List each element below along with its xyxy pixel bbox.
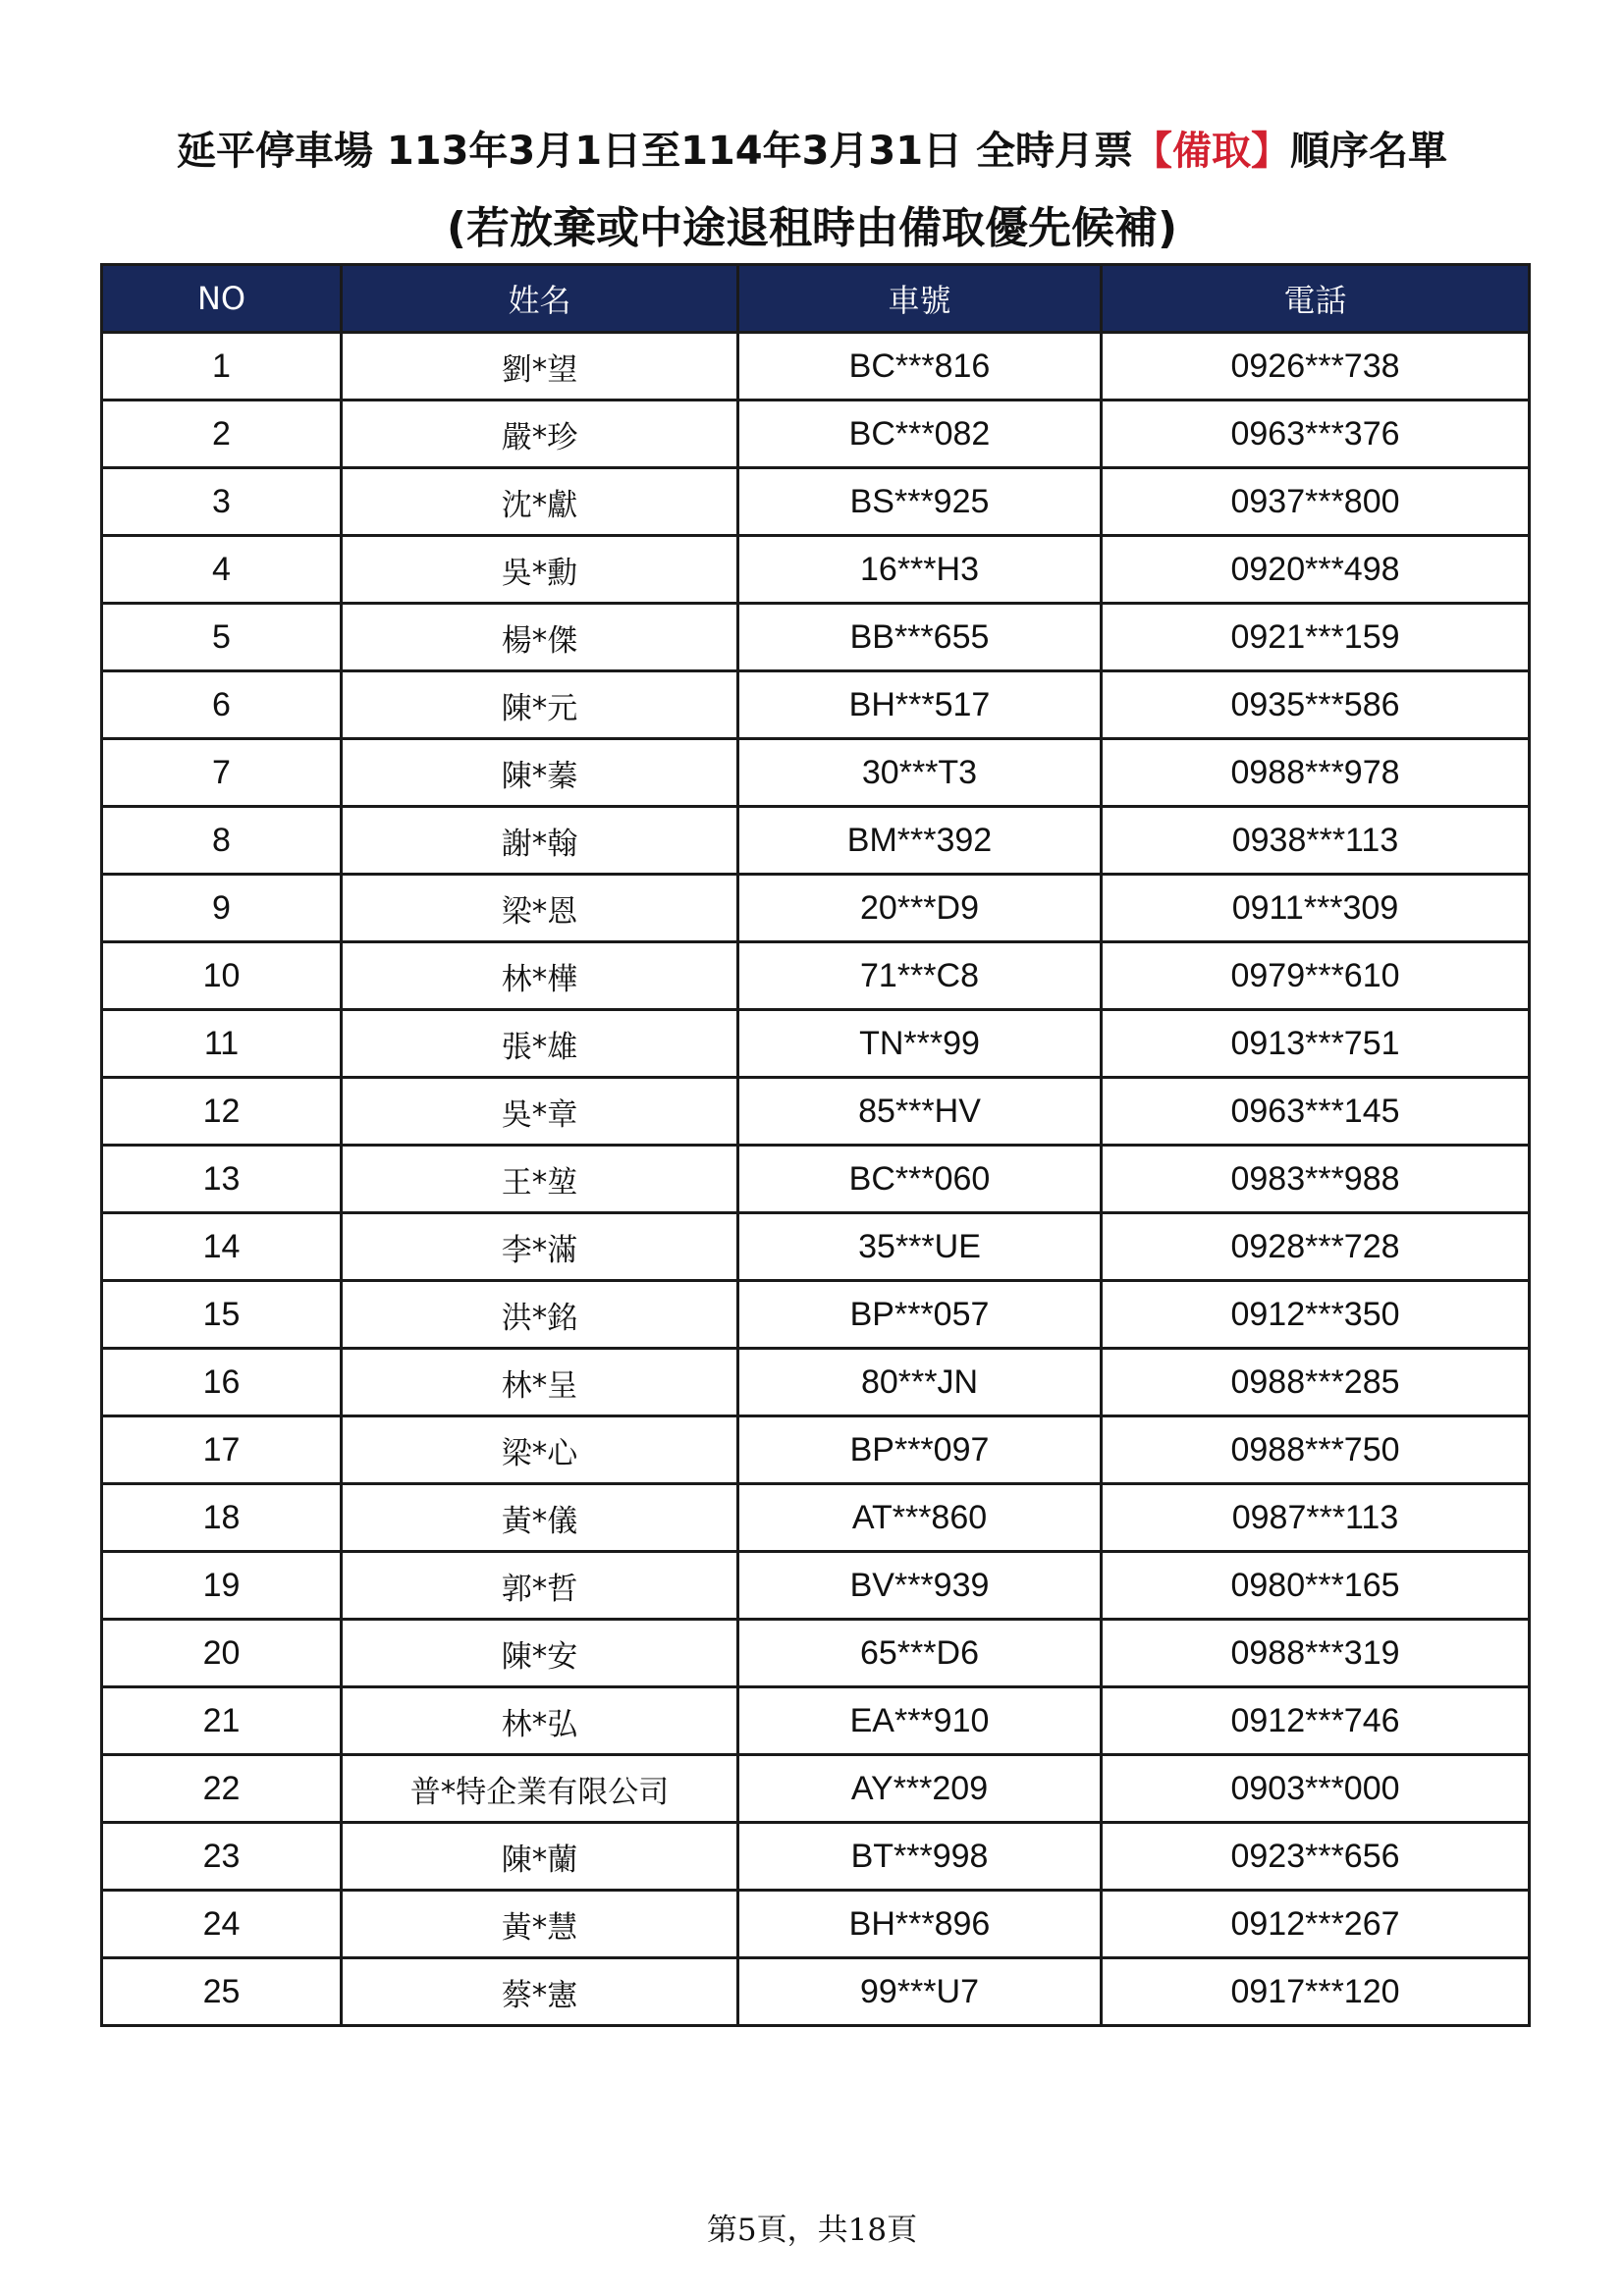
header-plate: 車號	[738, 265, 1102, 333]
row-no: 10	[102, 942, 342, 1010]
row-plate: AY***209	[738, 1755, 1102, 1823]
row-no: 21	[102, 1687, 342, 1755]
row-no: 23	[102, 1823, 342, 1891]
row-phone: 0903***000	[1102, 1755, 1530, 1823]
row-no: 19	[102, 1552, 342, 1620]
header-no: NO	[102, 265, 342, 333]
header-name: 姓名	[342, 265, 738, 333]
row-plate: BC***816	[738, 333, 1102, 400]
row-phone: 0923***656	[1102, 1823, 1530, 1891]
row-plate: BH***896	[738, 1891, 1102, 1958]
row-no: 22	[102, 1755, 342, 1823]
row-no: 17	[102, 1416, 342, 1484]
row-plate: 16***H3	[738, 536, 1102, 604]
row-plate: 65***D6	[738, 1620, 1102, 1687]
row-plate: 85***HV	[738, 1078, 1102, 1146]
row-phone: 0917***120	[1102, 1958, 1530, 2026]
row-phone: 0912***746	[1102, 1687, 1530, 1755]
table-row	[102, 1958, 1530, 2026]
table-row	[102, 1552, 1530, 1620]
row-plate: 71***C8	[738, 942, 1102, 1010]
row-no: 18	[102, 1484, 342, 1552]
row-name: 蔡*憲	[342, 1958, 738, 2026]
row-no: 5	[102, 604, 342, 671]
title-suffix: 順序名單	[1290, 129, 1447, 174]
table-row	[102, 1484, 1530, 1552]
page-title	[0, 120, 1624, 176]
table-row	[102, 1146, 1530, 1213]
row-plate: TN***99	[738, 1010, 1102, 1078]
row-plate: BM***392	[738, 807, 1102, 875]
row-name: 吳*章	[342, 1078, 738, 1146]
row-name: 洪*銘	[342, 1281, 738, 1349]
row-name: 劉*望	[342, 333, 738, 400]
row-plate: BP***057	[738, 1281, 1102, 1349]
row-name: 郭*哲	[342, 1552, 738, 1620]
table-row	[102, 1823, 1530, 1891]
row-no: 16	[102, 1349, 342, 1416]
row-plate: BH***517	[738, 671, 1102, 739]
row-name: 梁*心	[342, 1416, 738, 1484]
row-name: 陳*蓁	[342, 739, 738, 807]
row-plate: AT***860	[738, 1484, 1102, 1552]
row-plate: BT***998	[738, 1823, 1102, 1891]
row-plate: 80***JN	[738, 1349, 1102, 1416]
table-row	[102, 671, 1530, 739]
table-row	[102, 1416, 1530, 1484]
row-plate: EA***910	[738, 1687, 1102, 1755]
row-phone: 0963***145	[1102, 1078, 1530, 1146]
row-name: 嚴*珍	[342, 400, 738, 468]
row-phone: 0928***728	[1102, 1213, 1530, 1281]
row-no: 12	[102, 1078, 342, 1146]
row-no: 4	[102, 536, 342, 604]
row-phone: 0987***113	[1102, 1484, 1530, 1552]
row-phone: 0935***586	[1102, 671, 1530, 739]
row-plate: BC***082	[738, 400, 1102, 468]
row-phone: 0920***498	[1102, 536, 1530, 604]
table-row	[102, 536, 1530, 604]
row-plate: BV***939	[738, 1552, 1102, 1620]
header-phone: 電話	[1102, 265, 1530, 333]
row-phone: 0988***285	[1102, 1349, 1530, 1416]
row-phone: 0938***113	[1102, 807, 1530, 875]
row-name: 王*堃	[342, 1146, 738, 1213]
row-no: 20	[102, 1620, 342, 1687]
row-phone: 0921***159	[1102, 604, 1530, 671]
table-row	[102, 333, 1530, 400]
row-name: 林*弘	[342, 1687, 738, 1755]
row-name: 吳*勳	[342, 536, 738, 604]
row-no: 13	[102, 1146, 342, 1213]
table-row	[102, 1755, 1530, 1823]
row-phone: 0912***267	[1102, 1891, 1530, 1958]
row-phone: 0937***800	[1102, 468, 1530, 536]
page-subtitle: (若放棄或中途退租時由備取優先候補)	[446, 203, 1178, 253]
row-no: 25	[102, 1958, 342, 2026]
row-name: 陳*蘭	[342, 1823, 738, 1891]
row-no: 1	[102, 333, 342, 400]
row-phone: 0988***978	[1102, 739, 1530, 807]
table-row	[102, 875, 1530, 942]
row-plate: BC***060	[738, 1146, 1102, 1213]
table-row	[102, 1349, 1530, 1416]
row-no: 7	[102, 739, 342, 807]
row-phone: 0913***751	[1102, 1010, 1530, 1078]
row-no: 9	[102, 875, 342, 942]
row-phone: 0926***738	[1102, 333, 1530, 400]
row-phone: 0912***350	[1102, 1281, 1530, 1349]
row-name: 黃*儀	[342, 1484, 738, 1552]
page-number: 第5頁，共18頁	[706, 2213, 918, 2248]
row-no: 3	[102, 468, 342, 536]
row-name: 張*雄	[342, 1010, 738, 1078]
row-plate: BS***925	[738, 468, 1102, 536]
row-name: 陳*安	[342, 1620, 738, 1687]
table-header-row	[102, 265, 1530, 333]
row-phone: 0988***319	[1102, 1620, 1530, 1687]
row-no: 8	[102, 807, 342, 875]
table-row	[102, 1078, 1530, 1146]
row-phone: 0988***750	[1102, 1416, 1530, 1484]
table-row	[102, 807, 1530, 875]
row-no: 2	[102, 400, 342, 468]
row-name: 李*滿	[342, 1213, 738, 1281]
row-name: 黃*慧	[342, 1891, 738, 1958]
row-no: 15	[102, 1281, 342, 1349]
table-row	[102, 604, 1530, 671]
row-no: 6	[102, 671, 342, 739]
row-phone: 0911***309	[1102, 875, 1530, 942]
row-phone: 0980***165	[1102, 1552, 1530, 1620]
table-row	[102, 739, 1530, 807]
row-name: 謝*翰	[342, 807, 738, 875]
row-name: 林*樺	[342, 942, 738, 1010]
row-plate: 30***T3	[738, 739, 1102, 807]
row-plate: BP***097	[738, 1416, 1102, 1484]
row-name: 沈*獻	[342, 468, 738, 536]
table-row	[102, 400, 1530, 468]
row-name: 楊*傑	[342, 604, 738, 671]
table-row	[102, 942, 1530, 1010]
row-name: 陳*元	[342, 671, 738, 739]
row-plate: 99***U7	[738, 1958, 1102, 2026]
row-plate: 20***D9	[738, 875, 1102, 942]
row-phone: 0983***988	[1102, 1146, 1530, 1213]
row-no: 24	[102, 1891, 342, 1958]
title-prefix: 延平停車場 113年3月1日至114年3月31日 全時月票	[176, 129, 1133, 174]
row-plate: BB***655	[738, 604, 1102, 671]
table-row	[102, 1687, 1530, 1755]
table-row	[102, 1620, 1530, 1687]
table-row	[102, 1213, 1530, 1281]
table-row	[102, 1891, 1530, 1958]
row-name: 梁*恩	[342, 875, 738, 942]
row-phone: 0979***610	[1102, 942, 1530, 1010]
title-highlight: 【備取】	[1133, 129, 1290, 174]
row-name: 林*呈	[342, 1349, 738, 1416]
table-row	[102, 468, 1530, 536]
row-name: 普*特企業有限公司	[342, 1755, 738, 1823]
table-row	[102, 1010, 1530, 1078]
waitlist-table	[100, 263, 1531, 2027]
row-plate: 35***UE	[738, 1213, 1102, 1281]
table-row	[102, 1281, 1530, 1349]
row-no: 11	[102, 1010, 342, 1078]
row-no: 14	[102, 1213, 342, 1281]
row-phone: 0963***376	[1102, 400, 1530, 468]
